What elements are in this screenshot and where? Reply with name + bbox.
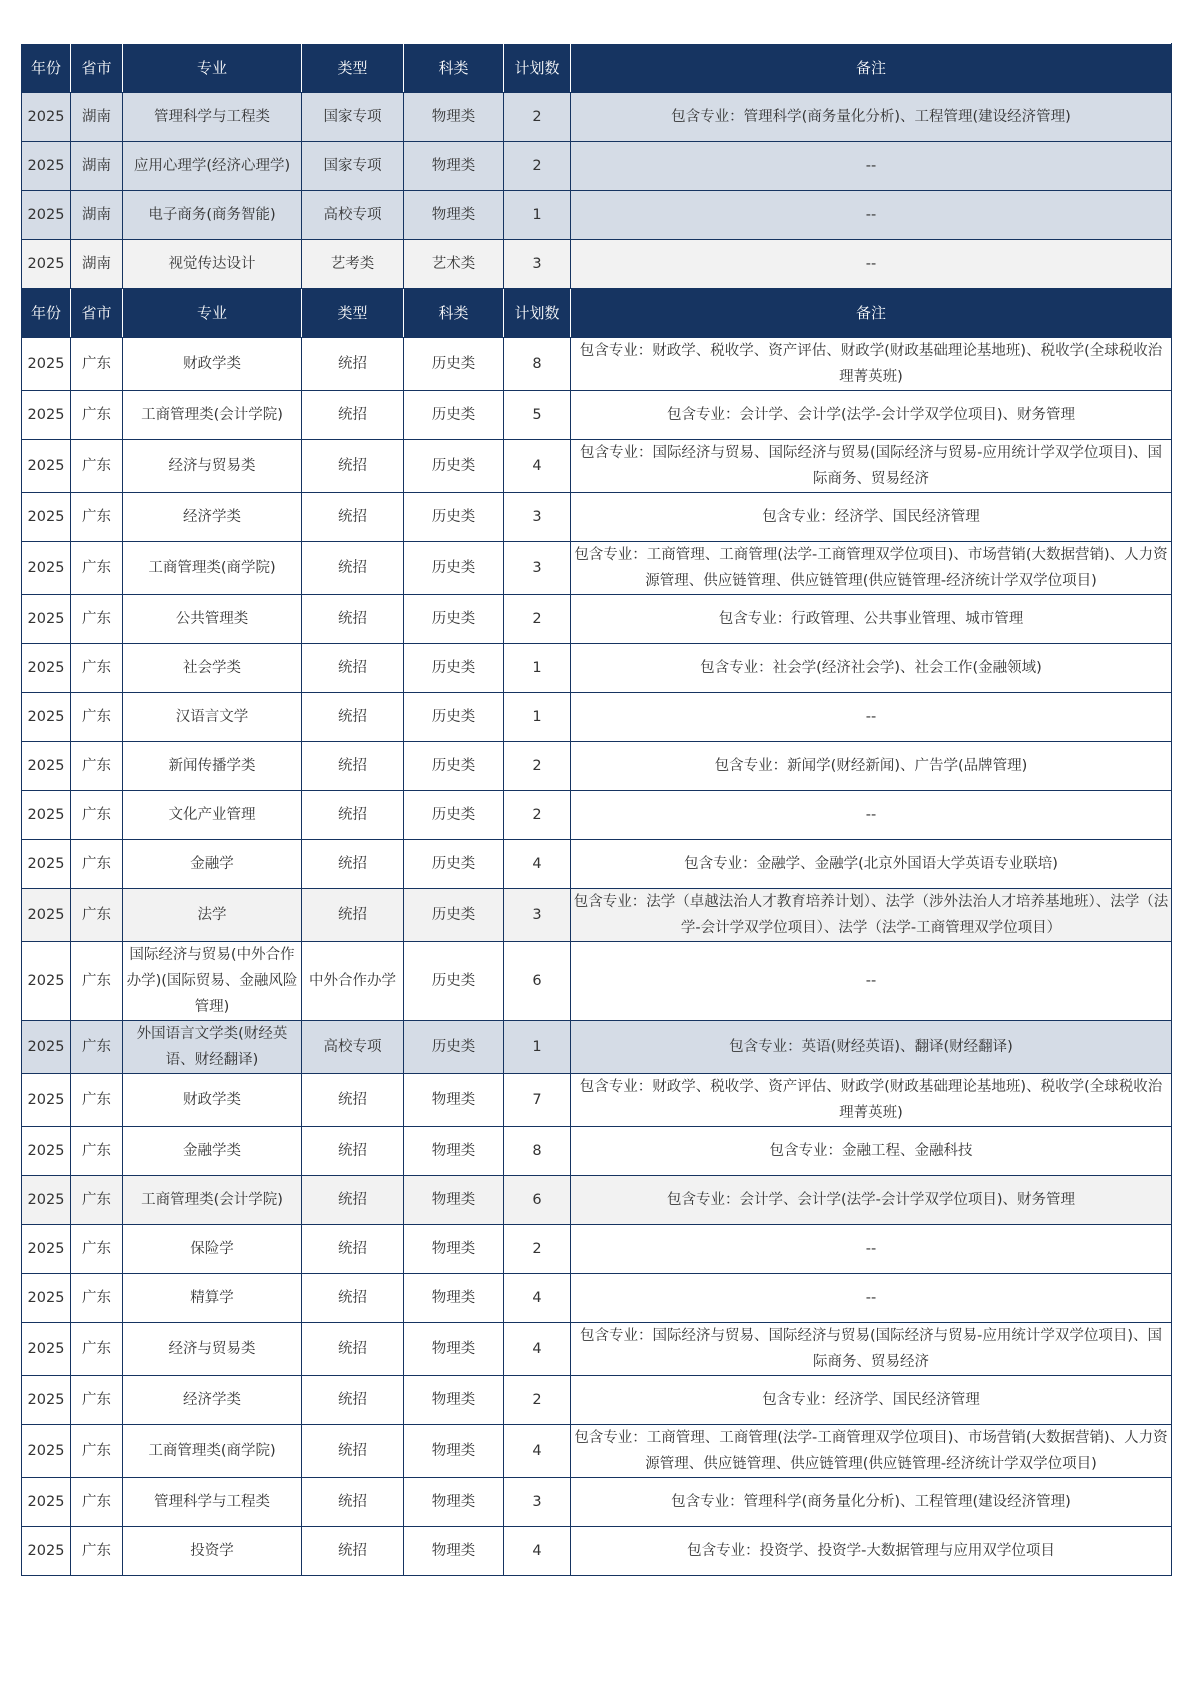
cell-remarks: 包含专业：管理科学(商务量化分析)、工程管理(建设经济管理) [571,93,1172,142]
cell-plan-count: 3 [504,889,571,942]
cell-province: 广东 [71,1425,123,1478]
cell-subject-category: 历史类 [404,644,504,693]
cell-type: 统招 [302,889,404,942]
cell-year: 2025 [22,1274,71,1323]
cell-province: 广东 [71,1527,123,1576]
cell-province: 广东 [71,1127,123,1176]
cell-major: 管理科学与工程类 [123,1478,302,1527]
column-header-major: 专业 [123,289,302,338]
cell-province: 广东 [71,693,123,742]
cell-type: 统招 [302,542,404,595]
cell-plan-count: 4 [504,1323,571,1376]
cell-year: 2025 [22,1323,71,1376]
cell-year: 2025 [22,142,71,191]
table-row [22,1527,1172,1576]
table-row [22,742,1172,791]
cell-province: 广东 [71,542,123,595]
cell-year: 2025 [22,93,71,142]
cell-major: 国际经济与贸易(中外合作办学)(国际贸易、金融风险管理) [123,942,302,1021]
cell-subject-category: 物理类 [404,1074,504,1127]
cell-plan-count: 8 [504,1127,571,1176]
cell-year: 2025 [22,840,71,889]
cell-major: 经济学类 [123,493,302,542]
cell-plan-count: 3 [504,240,571,289]
table-row [22,942,1172,1021]
table-row [22,338,1172,391]
cell-plan-count: 3 [504,542,571,595]
cell-remarks: -- [571,942,1172,1021]
table-row [22,644,1172,693]
cell-plan-count: 1 [504,191,571,240]
cell-province: 广东 [71,840,123,889]
cell-subject-category: 历史类 [404,493,504,542]
column-header-year: 年份 [22,289,71,338]
cell-subject-category: 物理类 [404,1376,504,1425]
cell-remarks: 包含专业：金融学、金融学(北京外国语大学英语专业联培) [571,840,1172,889]
table-row [22,1376,1172,1425]
cell-type: 统招 [302,1323,404,1376]
cell-subject-category: 历史类 [404,791,504,840]
cell-province: 广东 [71,1176,123,1225]
cell-year: 2025 [22,542,71,595]
cell-year: 2025 [22,493,71,542]
cell-major: 财政学类 [123,338,302,391]
cell-plan-count: 4 [504,1425,571,1478]
cell-subject-category: 物理类 [404,1425,504,1478]
cell-major: 投资学 [123,1527,302,1576]
cell-year: 2025 [22,693,71,742]
cell-province: 广东 [71,595,123,644]
cell-type: 统招 [302,1176,404,1225]
cell-type: 国家专项 [302,142,404,191]
cell-type: 统招 [302,1376,404,1425]
table-row [22,1478,1172,1527]
cell-subject-category: 历史类 [404,338,504,391]
cell-plan-count: 2 [504,142,571,191]
column-header-subject-category: 科类 [404,44,504,93]
cell-remarks: 包含专业：财政学、税收学、资产评估、财政学(财政基础理论基地班)、税收学(全球税收治理菁英班) [571,1074,1172,1127]
cell-remarks: 包含专业：会计学、会计学(法学-会计学双学位项目)、财务管理 [571,391,1172,440]
table-row [22,889,1172,942]
cell-plan-count: 1 [504,693,571,742]
cell-major: 金融学类 [123,1127,302,1176]
table-row [22,493,1172,542]
cell-remarks: 包含专业：法学（卓越法治人才教育培养计划）、法学（涉外法治人才培养基地班）、法学（法学-会计学双学位项目）、法学（法学-工商管理双学位项目） [571,889,1172,942]
cell-province: 湖南 [71,142,123,191]
cell-major: 经济学类 [123,1376,302,1425]
cell-subject-category: 历史类 [404,693,504,742]
cell-year: 2025 [22,1376,71,1425]
cell-plan-count: 3 [504,493,571,542]
cell-subject-category: 历史类 [404,1021,504,1074]
cell-type: 艺考类 [302,240,404,289]
table-row [22,542,1172,595]
cell-major: 保险学 [123,1225,302,1274]
table-row [22,840,1172,889]
cell-subject-category: 物理类 [404,142,504,191]
cell-year: 2025 [22,791,71,840]
cell-year: 2025 [22,1074,71,1127]
cell-type: 统招 [302,1225,404,1274]
cell-province: 广东 [71,1323,123,1376]
cell-remarks: -- [571,240,1172,289]
cell-subject-category: 艺术类 [404,240,504,289]
cell-remarks: 包含专业：经济学、国民经济管理 [571,493,1172,542]
table-row [22,1225,1172,1274]
cell-province: 湖南 [71,191,123,240]
table-row [22,1127,1172,1176]
cell-remarks: -- [571,191,1172,240]
cell-major: 管理科学与工程类 [123,93,302,142]
cell-type: 国家专项 [302,93,404,142]
cell-type: 高校专项 [302,1021,404,1074]
cell-province: 广东 [71,1225,123,1274]
column-header-major: 专业 [123,44,302,93]
column-header-year: 年份 [22,44,71,93]
cell-year: 2025 [22,1127,71,1176]
cell-remarks: 包含专业：新闻学(财经新闻)、广告学(品牌管理) [571,742,1172,791]
cell-subject-category: 物理类 [404,1225,504,1274]
cell-year: 2025 [22,595,71,644]
table-row [22,1323,1172,1376]
table-row [22,595,1172,644]
cell-province: 广东 [71,1376,123,1425]
column-header-plan-count: 计划数 [504,289,571,338]
cell-year: 2025 [22,742,71,791]
table-row [22,391,1172,440]
cell-remarks: 包含专业：国际经济与贸易、国际经济与贸易(国际经济与贸易-应用统计学双学位项目)、国际商务、贸易经济 [571,440,1172,493]
table-row [22,93,1172,142]
cell-subject-category: 历史类 [404,440,504,493]
cell-major: 法学 [123,889,302,942]
cell-plan-count: 2 [504,93,571,142]
cell-subject-category: 历史类 [404,840,504,889]
cell-plan-count: 2 [504,1376,571,1425]
cell-plan-count: 4 [504,1527,571,1576]
cell-plan-count: 6 [504,1176,571,1225]
cell-year: 2025 [22,1527,71,1576]
cell-province: 广东 [71,493,123,542]
cell-subject-category: 历史类 [404,542,504,595]
cell-type: 高校专项 [302,191,404,240]
cell-major: 视觉传达设计 [123,240,302,289]
table-row [22,1176,1172,1225]
cell-province: 广东 [71,391,123,440]
cell-year: 2025 [22,942,71,1021]
cell-major: 汉语言文学 [123,693,302,742]
cell-province: 湖南 [71,240,123,289]
cell-remarks: 包含专业：工商管理、工商管理(法学-工商管理双学位项目)、市场营销(大数据营销)、人力资源管理、供应链管理、供应链管理(供应链管理-经济统计学双学位项目) [571,542,1172,595]
cell-year: 2025 [22,644,71,693]
cell-type: 统招 [302,391,404,440]
column-header-remarks: 备注 [571,44,1172,93]
cell-plan-count: 3 [504,1478,571,1527]
cell-plan-count: 2 [504,595,571,644]
cell-type: 统招 [302,742,404,791]
table-row [22,240,1172,289]
cell-remarks: -- [571,791,1172,840]
cell-subject-category: 历史类 [404,391,504,440]
cell-remarks: 包含专业：管理科学(商务量化分析)、工程管理(建设经济管理) [571,1478,1172,1527]
cell-remarks: 包含专业：金融工程、金融科技 [571,1127,1172,1176]
cell-year: 2025 [22,391,71,440]
cell-plan-count: 7 [504,1074,571,1127]
cell-subject-category: 历史类 [404,742,504,791]
cell-major: 应用心理学(经济心理学) [123,142,302,191]
cell-type: 统招 [302,440,404,493]
table-row [22,440,1172,493]
cell-type: 统招 [302,1127,404,1176]
cell-year: 2025 [22,1425,71,1478]
cell-subject-category: 物理类 [404,1176,504,1225]
cell-major: 文化产业管理 [123,791,302,840]
cell-type: 统招 [302,644,404,693]
cell-remarks: -- [571,142,1172,191]
cell-year: 2025 [22,338,71,391]
column-header-remarks: 备注 [571,289,1172,338]
cell-province: 广东 [71,942,123,1021]
cell-major: 外国语言文学类(财经英语、财经翻译) [123,1021,302,1074]
cell-major: 经济与贸易类 [123,1323,302,1376]
cell-plan-count: 2 [504,791,571,840]
cell-remarks: -- [571,693,1172,742]
cell-major: 金融学 [123,840,302,889]
cell-subject-category: 物理类 [404,1323,504,1376]
column-header-province: 省市 [71,44,123,93]
cell-year: 2025 [22,1225,71,1274]
cell-subject-category: 物理类 [404,191,504,240]
cell-major: 经济与贸易类 [123,440,302,493]
table-row [22,791,1172,840]
cell-plan-count: 2 [504,1225,571,1274]
cell-remarks: 包含专业：英语(财经英语)、翻译(财经翻译) [571,1021,1172,1074]
cell-remarks: -- [571,1274,1172,1323]
column-header-subject-category: 科类 [404,289,504,338]
cell-major: 电子商务(商务智能) [123,191,302,240]
cell-type: 统招 [302,1274,404,1323]
table-row [22,1274,1172,1323]
table-header-row [22,289,1172,338]
cell-major: 公共管理类 [123,595,302,644]
cell-remarks: 包含专业：投资学、投资学-大数据管理与应用双学位项目 [571,1527,1172,1576]
cell-year: 2025 [22,1478,71,1527]
cell-remarks: 包含专业：经济学、国民经济管理 [571,1376,1172,1425]
cell-major: 社会学类 [123,644,302,693]
cell-province: 广东 [71,742,123,791]
cell-province: 广东 [71,1274,123,1323]
table-row [22,1021,1172,1074]
cell-type: 统招 [302,1074,404,1127]
cell-subject-category: 物理类 [404,1527,504,1576]
cell-remarks: 包含专业：行政管理、公共事业管理、城市管理 [571,595,1172,644]
cell-year: 2025 [22,191,71,240]
cell-subject-category: 物理类 [404,1127,504,1176]
cell-major: 新闻传播学类 [123,742,302,791]
table-body [22,44,1172,1576]
cell-type: 统招 [302,840,404,889]
table-row [22,1074,1172,1127]
cell-year: 2025 [22,240,71,289]
cell-plan-count: 1 [504,1021,571,1074]
table-row [22,142,1172,191]
cell-year: 2025 [22,1021,71,1074]
column-header-type: 类型 [302,44,404,93]
cell-major: 工商管理类(商学院) [123,542,302,595]
cell-province: 广东 [71,1478,123,1527]
cell-plan-count: 8 [504,338,571,391]
cell-plan-count: 4 [504,840,571,889]
cell-type: 统招 [302,1478,404,1527]
cell-plan-count: 6 [504,942,571,1021]
cell-province: 广东 [71,1074,123,1127]
cell-type: 统招 [302,693,404,742]
cell-year: 2025 [22,889,71,942]
cell-type: 统招 [302,595,404,644]
cell-plan-count: 4 [504,1274,571,1323]
cell-subject-category: 历史类 [404,595,504,644]
table-header-row [22,44,1172,93]
cell-province: 广东 [71,644,123,693]
table-row [22,693,1172,742]
cell-type: 统招 [302,1527,404,1576]
column-header-type: 类型 [302,289,404,338]
cell-major: 工商管理类(商学院) [123,1425,302,1478]
cell-remarks: 包含专业：社会学(经济社会学)、社会工作(金融领域) [571,644,1172,693]
cell-major: 工商管理类(会计学院) [123,1176,302,1225]
cell-year: 2025 [22,440,71,493]
cell-remarks: 包含专业：国际经济与贸易、国际经济与贸易(国际经济与贸易-应用统计学双学位项目)、国际商务、贸易经济 [571,1323,1172,1376]
table-row [22,191,1172,240]
cell-type: 统招 [302,1425,404,1478]
cell-province: 广东 [71,1021,123,1074]
cell-subject-category: 物理类 [404,1478,504,1527]
cell-plan-count: 1 [504,644,571,693]
cell-remarks: 包含专业：财政学、税收学、资产评估、财政学(财政基础理论基地班)、税收学(全球税收治理菁英班) [571,338,1172,391]
cell-subject-category: 物理类 [404,93,504,142]
column-header-plan-count: 计划数 [504,44,571,93]
cell-plan-count: 2 [504,742,571,791]
cell-province: 湖南 [71,93,123,142]
cell-plan-count: 5 [504,391,571,440]
cell-type: 统招 [302,493,404,542]
cell-subject-category: 历史类 [404,942,504,1021]
cell-remarks: 包含专业：工商管理、工商管理(法学-工商管理双学位项目)、市场营销(大数据营销)、人力资源管理、供应链管理、供应链管理(供应链管理-经济统计学双学位项目) [571,1425,1172,1478]
cell-remarks: 包含专业：会计学、会计学(法学-会计学双学位项目)、财务管理 [571,1176,1172,1225]
column-header-province: 省市 [71,289,123,338]
cell-type: 统招 [302,338,404,391]
cell-province: 广东 [71,791,123,840]
table-row [22,1425,1172,1478]
cell-province: 广东 [71,889,123,942]
cell-plan-count: 4 [504,440,571,493]
cell-type: 统招 [302,791,404,840]
enrollment-plan-table [21,43,1172,1576]
cell-remarks: -- [571,1225,1172,1274]
cell-subject-category: 物理类 [404,1274,504,1323]
cell-major: 工商管理类(会计学院) [123,391,302,440]
cell-major: 财政学类 [123,1074,302,1127]
cell-major: 精算学 [123,1274,302,1323]
cell-province: 广东 [71,440,123,493]
cell-type: 中外合作办学 [302,942,404,1021]
cell-province: 广东 [71,338,123,391]
cell-subject-category: 历史类 [404,889,504,942]
cell-year: 2025 [22,1176,71,1225]
